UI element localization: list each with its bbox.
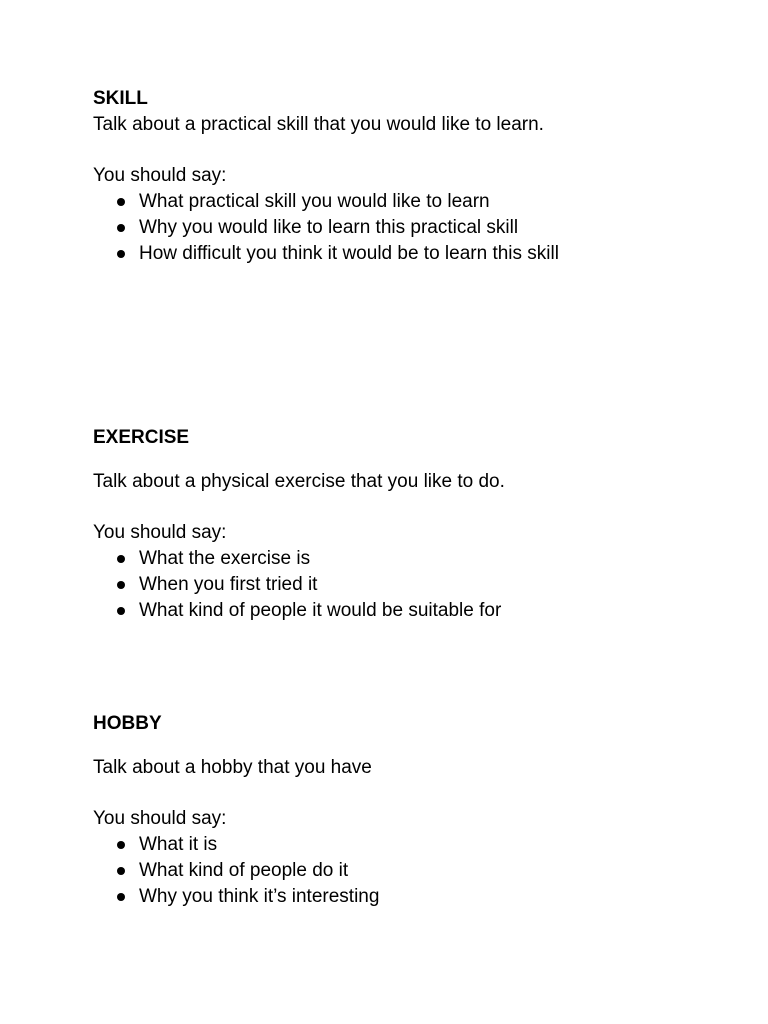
list-item-text: When you first tried it — [139, 574, 318, 595]
bullet-icon — [117, 198, 125, 206]
bullet-icon — [117, 607, 125, 615]
list-item — [93, 884, 713, 910]
bullet-list — [93, 832, 713, 910]
bullet-icon — [117, 555, 125, 563]
list-item — [93, 546, 713, 572]
bullet-icon — [117, 893, 125, 901]
bullet-list — [93, 189, 713, 267]
bullet-icon — [117, 867, 125, 875]
bullet-icon — [117, 581, 125, 589]
section-heading: SKILL — [93, 88, 148, 109]
section-heading: EXERCISE — [93, 427, 190, 448]
bullet-icon — [117, 250, 125, 258]
bullet-icon — [117, 224, 125, 232]
list-item — [93, 189, 713, 215]
list-item — [93, 858, 713, 884]
bullet-icon — [117, 841, 125, 849]
list-item-text: How difficult you think it would be to learn this skill — [139, 243, 559, 264]
list-item — [93, 215, 713, 241]
section-prompt: Talk about a practical skill that you would like to learn. — [93, 114, 544, 135]
list-item-text: Why you think it’s interesting — [139, 886, 380, 907]
list-item — [93, 598, 713, 624]
bullet-list — [93, 546, 713, 624]
you-should-say-label: You should say: — [93, 808, 227, 829]
list-item-text: What kind of people it would be suitable for — [139, 600, 502, 621]
you-should-say-label: You should say: — [93, 522, 227, 543]
list-item — [93, 572, 713, 598]
section-exercise — [93, 425, 713, 624]
list-item-text: What the exercise is — [139, 548, 311, 569]
list-item-text: Why you would like to learn this practical skill — [139, 217, 519, 238]
section-skill — [93, 86, 713, 267]
list-item — [93, 832, 713, 858]
list-item-text: What practical skill you would like to learn — [139, 191, 490, 212]
list-item-text: What it is — [139, 834, 218, 855]
section-hobby — [93, 711, 713, 910]
list-item — [93, 241, 713, 267]
you-should-say-label: You should say: — [93, 165, 227, 186]
section-prompt: Talk about a hobby that you have — [93, 757, 372, 778]
section-heading: HOBBY — [93, 713, 162, 734]
section-prompt: Talk about a physical exercise that you like to do. — [93, 471, 505, 492]
list-item-text: What kind of people do it — [139, 860, 349, 881]
